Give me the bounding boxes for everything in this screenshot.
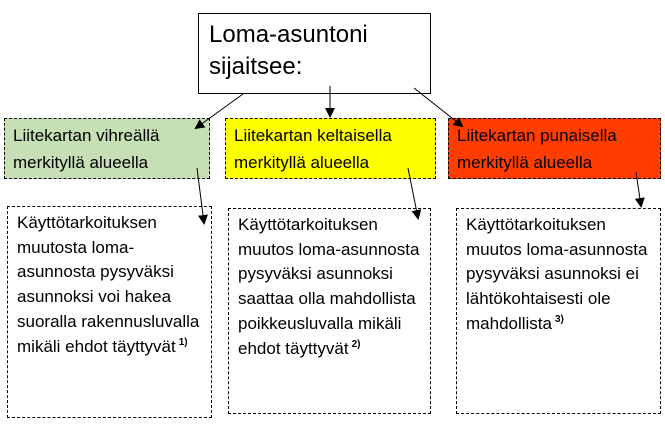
- arrow-red-to-outcome: [636, 172, 641, 206]
- outcome-yellow-note: 2): [351, 338, 361, 350]
- arrow-yellow-to-outcome: [408, 168, 418, 218]
- arrow-title-to-red: [414, 88, 462, 126]
- outcome-red-note: 3): [555, 314, 564, 326]
- category-green-label: Liitekartan vihreällä merkityllä alueella: [13, 126, 160, 172]
- outcome-green-note: 1): [178, 336, 188, 348]
- arrow-green-to-outcome: [197, 168, 204, 223]
- outcome-red-text: Käyttötarkoituksen muutos loma-asunnosta pysyväksi asunnoksi ei lähtökohtaisesti ole mahdollista: [466, 215, 648, 333]
- title-text: Loma-asuntoni sijaitsee:: [209, 21, 368, 80]
- outcome-green-text: Käyttötarkoituksen muutosta loma-asunnosta pysyväksi asunnoksi voi hakea suoralla rakennusluvalla mikäli ehdot täyttyvät: [17, 213, 200, 356]
- arrow-title-to-green: [196, 94, 243, 128]
- category-red-label: Liitekartan punaisella merkityllä alueella: [457, 126, 617, 172]
- outcome-yellow-text: Käyttötarkoituksen muutos loma-asunnosta pysyväksi asunnoksi saattaa olla mahdollista poikkeusluvalla mikäli ehdot täyttyvät: [238, 215, 420, 358]
- category-yellow-label: Liitekartan keltaisella merkityllä alueella: [234, 126, 392, 172]
